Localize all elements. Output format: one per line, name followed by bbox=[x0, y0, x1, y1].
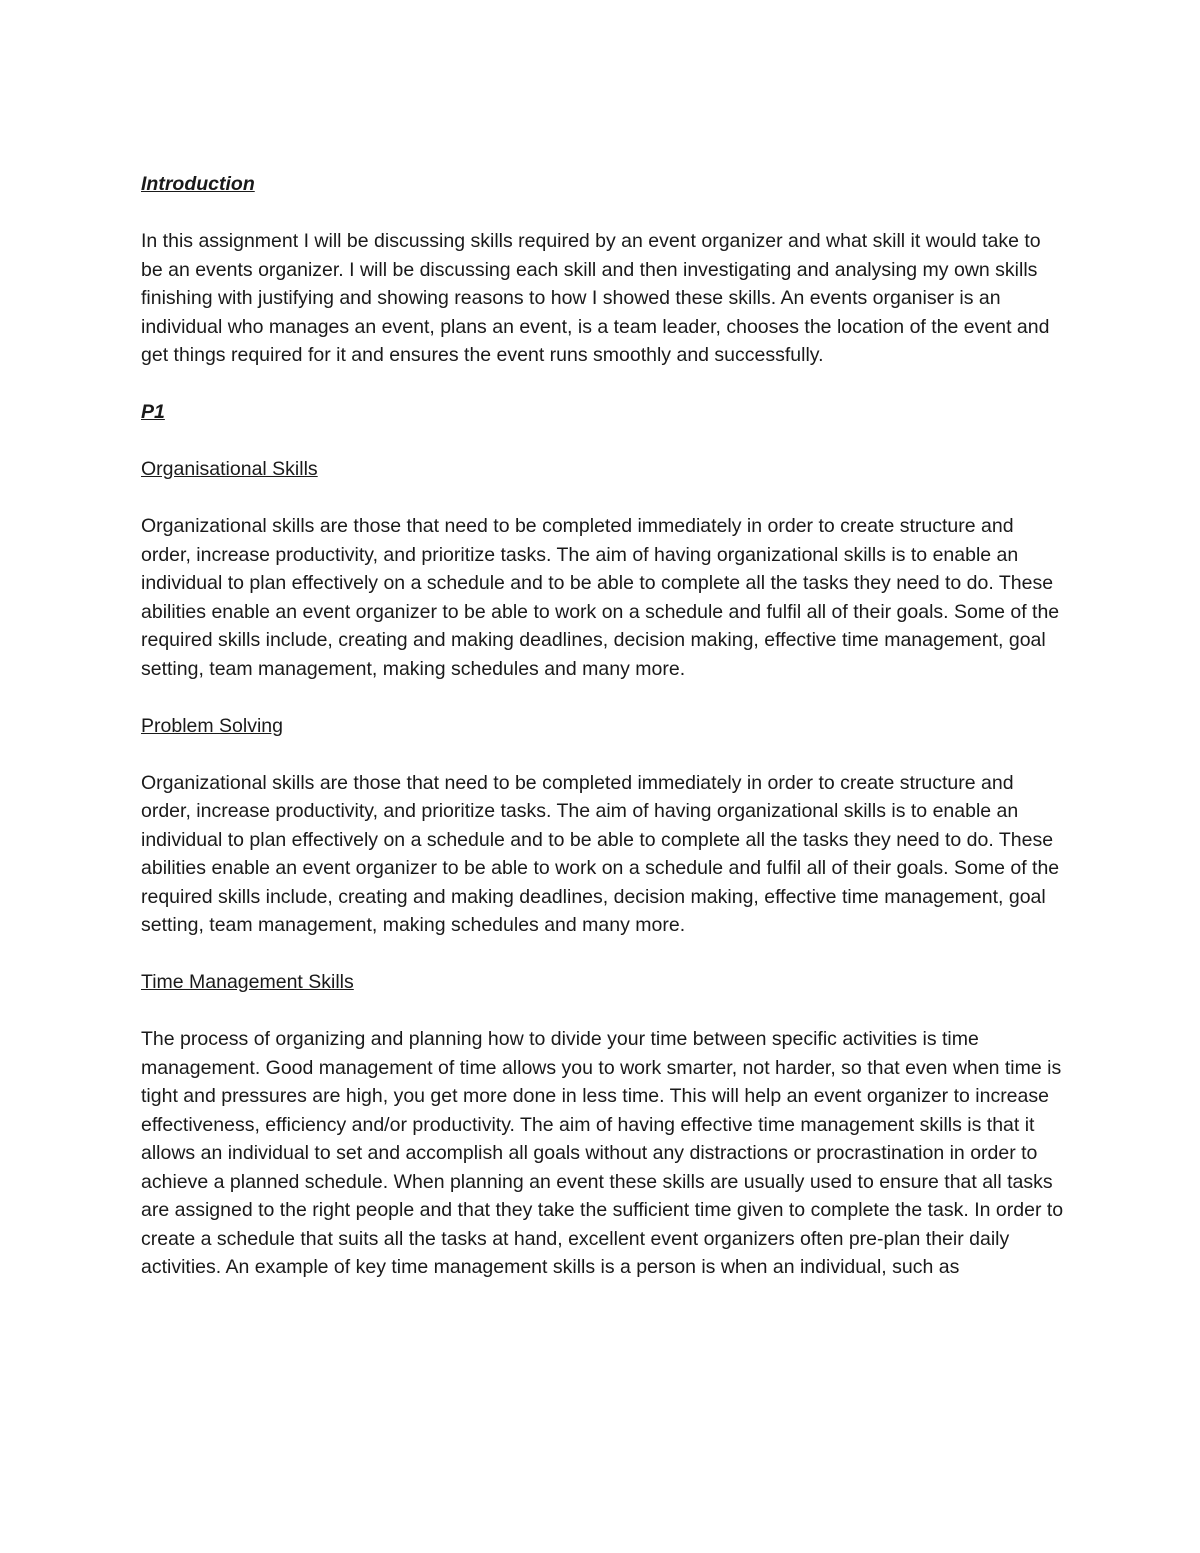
intro-heading: Introduction bbox=[141, 173, 255, 195]
problem-solving-heading: Problem Solving bbox=[141, 714, 283, 737]
spacer bbox=[141, 997, 1066, 1026]
organisational-skills-paragraph: Organizational skills are those that need to be completed immediately in order to create structure and order, increase productivity, and prioritize tasks. The aim of having organizational skills is to enable an individual to plan effectively on a schedule and to be able to complete all the tasks they need to do. These abilities enable an event organizer to be able to work on a schedule and fulfil all of their goals. Some of the required skills include, creating and making deadlines, decision making, effective time management, goal setting, team management, making schedules and many more. bbox=[141, 515, 1060, 680]
spacer bbox=[141, 940, 1066, 969]
time-management-paragraph: The process of organizing and planning how to divide your time between specific activities is time management. Good management of time allows you to work smarter, not harder, so that even when time is tight and pressures are high, you get more done in less time. This will help an event organizer to increase effectiveness, efficiency and/or productivity. The aim of having effective time management skills is that it allows an individual to set and accomplish all goals without any distractions or procrastination in order to achieve a planned schedule. When planning an event these skills are usually used to ensure that all tasks are assigned to the right people and that they take the sufficient time given to complete the task. In order to create a schedule that suits all the tasks at hand, excellent event organizers often pre-plan their daily activities. An example of key time management skills is a person is when an individual, such as bbox=[141, 1028, 1064, 1278]
section-heading-p1: P1 bbox=[141, 401, 165, 423]
spacer bbox=[141, 199, 1066, 228]
time-management-heading: Time Management Skills bbox=[141, 971, 354, 993]
spacer bbox=[141, 484, 1066, 513]
problem-solving-paragraph: Organizational skills are those that need to be completed immediately in order to create structure and order, increase productivity, and prioritize tasks. The aim of having organizational skills is to enable an individual to plan effectively on a schedule and to be able to complete all the tasks they need to do. These abilities enable an event organizer to be able to work on a schedule and fulfil all of their goals. Some of the required skills include, creating and making deadlines, decision making, effective time management, goal setting, team management, making schedules and many more. bbox=[141, 771, 1060, 936]
organisational-skills-heading: Organisational Skills bbox=[141, 458, 318, 480]
intro-paragraph: In this assignment I will be discussing skills required by an event organizer and what skill it would take to be an events organizer. I will be discussing each skill and then investigating and analysing my own skills finishing with justifying and showing reasons to how I showed these skills. An events organiser is an individual who manages an event, plans an event, is a team leader, chooses the location of the event and get things required for it and ensures the event runs smoothly and successfully. bbox=[141, 230, 1050, 366]
document-page bbox=[141, 170, 1066, 1282]
spacer bbox=[141, 370, 1066, 399]
spacer bbox=[141, 740, 1066, 769]
spacer bbox=[141, 683, 1066, 712]
spacer bbox=[141, 427, 1066, 456]
